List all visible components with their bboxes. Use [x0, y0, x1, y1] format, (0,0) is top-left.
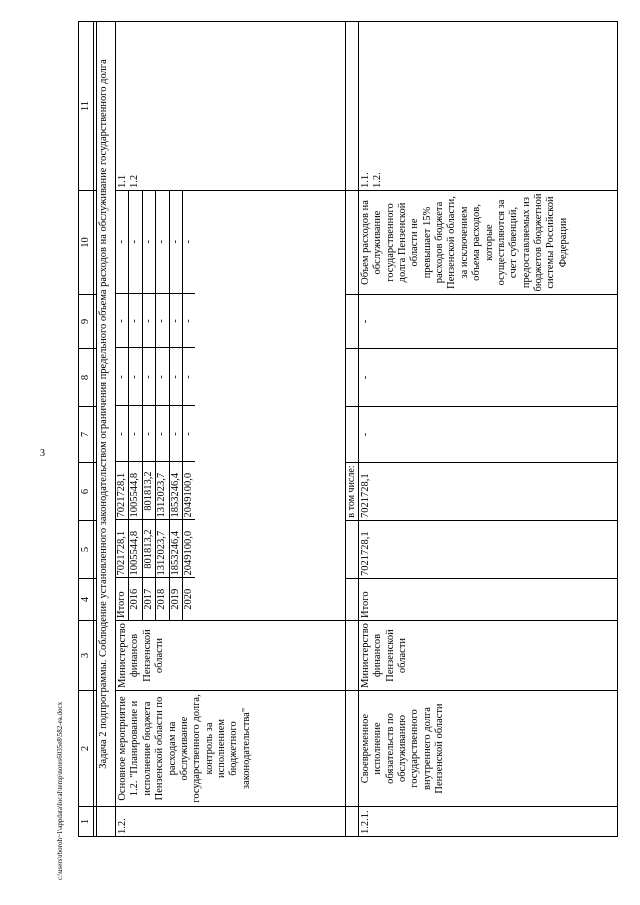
executor: Министерство финансов Пензенской области [116, 621, 346, 691]
header-cell: 6 [79, 463, 94, 521]
value-col7: - [116, 406, 129, 462]
header-row [79, 22, 94, 837]
value-col10: - [169, 190, 182, 294]
value-col9: - [169, 294, 182, 348]
value-col9: - [129, 294, 142, 348]
value-col5: 1312023,7 [156, 520, 169, 578]
value-col6: 801813,2 [142, 462, 155, 520]
value-col7: - [169, 406, 182, 462]
header-cell: 2 [79, 691, 94, 807]
task-row [97, 22, 116, 837]
value-col9: - [156, 294, 169, 348]
value-col10: - [116, 190, 129, 294]
year-row [142, 190, 155, 620]
value-col9: - [182, 294, 195, 348]
header-cell: 5 [79, 521, 94, 579]
year-breakdown [116, 191, 346, 621]
file-path: c:\users\rboroh~1\appdata\local\temp\notes6035e8\582-ea.docx [56, 701, 64, 880]
indicator-refs: 1.1 1.2 [116, 22, 346, 191]
task-title: Задача 2 подпрограммы. Соблюдение установленного законодательством ограничения предельного объема расходов на обслуживание государственного долга [97, 22, 116, 807]
value-col5: 7021728,1 [116, 520, 129, 578]
value-col8: - [182, 348, 195, 406]
row-main-activity [116, 22, 346, 837]
value-col9: - [142, 294, 155, 348]
year-row [156, 190, 169, 620]
value-col10: - [156, 190, 169, 294]
program-table [78, 21, 618, 837]
result-description: Объем расходов на обслуживание государственного долга Пензенской области не превышает 15% расходов бюджета Пензенской области, за исключением объема расходов, которые осуществляются за счет субвенций, предоставляемых из бюджетов бюджетной системы Российской Федерации [358, 191, 617, 295]
page-number: 3 [40, 448, 45, 459]
year-row [169, 190, 182, 620]
indicator-refs: 1.1. 1.2. [358, 22, 617, 191]
value-col6: 1853246,4 [169, 462, 182, 520]
year-row [116, 190, 129, 620]
value-col10: - [129, 190, 142, 294]
executor: Министерство финансов Пензенской области [358, 621, 617, 691]
value-col8: - [169, 348, 182, 406]
year-label: Итого [358, 579, 617, 621]
year-label: 2020 [182, 578, 195, 620]
year-row [129, 190, 142, 620]
row-sub-activity [358, 22, 617, 837]
value-col8: - [116, 348, 129, 406]
value-col10: - [182, 240, 194, 244]
header-cell: 4 [79, 579, 94, 621]
header-cell: 10 [79, 191, 94, 295]
value-col9: - [358, 295, 617, 349]
header-cell: 3 [79, 621, 94, 691]
in-total-label: в том числе: [346, 463, 359, 521]
header-cell: 7 [79, 407, 94, 463]
year-label: 2017 [142, 578, 155, 620]
value-col5: 1005544,8 [129, 520, 142, 578]
value-col6: 7021728,1 [358, 463, 617, 521]
year-label: 2018 [156, 578, 169, 620]
value-col5: 7021728,1 [358, 521, 617, 579]
value-col7: - [142, 406, 155, 462]
value-col5: 2049100,0 [182, 520, 195, 578]
gap-row [346, 22, 359, 837]
value-col8: - [142, 348, 155, 406]
value-col8: - [156, 348, 169, 406]
header-cell: 1 [79, 807, 94, 837]
row-number: 1.2. [116, 807, 346, 837]
value-col5: 801813,2 [142, 520, 155, 578]
header-cell: 11 [79, 22, 94, 191]
year-label: 2019 [169, 578, 182, 620]
value-col7: - [182, 406, 195, 462]
header-cell: 8 [79, 349, 94, 407]
activity-name: Основное мероприятие 1.2. "Планирование и исполнение бюджета Пензенской области по расходам на обслуживание государственного долга, контроль за исполнением бюджетного законодательства" [116, 691, 346, 807]
value-col5: 1853246,4 [169, 520, 182, 578]
year-row [182, 190, 195, 620]
value-col7: - [358, 407, 617, 463]
rotated-table-container [78, 22, 618, 837]
value-col6: 1005544,8 [129, 462, 142, 520]
activity-name: Своевременное исполнение обязательств по обслуживанию государственного внутреннего долга Пензенской области [358, 691, 617, 807]
value-col8: - [129, 348, 142, 406]
value-col7: - [129, 406, 142, 462]
value-col9: - [116, 294, 129, 348]
year-label: 2016 [129, 578, 142, 620]
value-col6: 7021728,1 [116, 462, 129, 520]
value-col8: - [358, 349, 617, 407]
value-col7: - [156, 406, 169, 462]
header-cell: 9 [79, 295, 94, 349]
value-col6: 2049100,0 [182, 462, 195, 520]
value-col6: 1312023,7 [156, 462, 169, 520]
year-label: Итого [116, 578, 129, 620]
row-number: 1.2.1. [358, 807, 617, 837]
value-col10: - [142, 190, 155, 294]
